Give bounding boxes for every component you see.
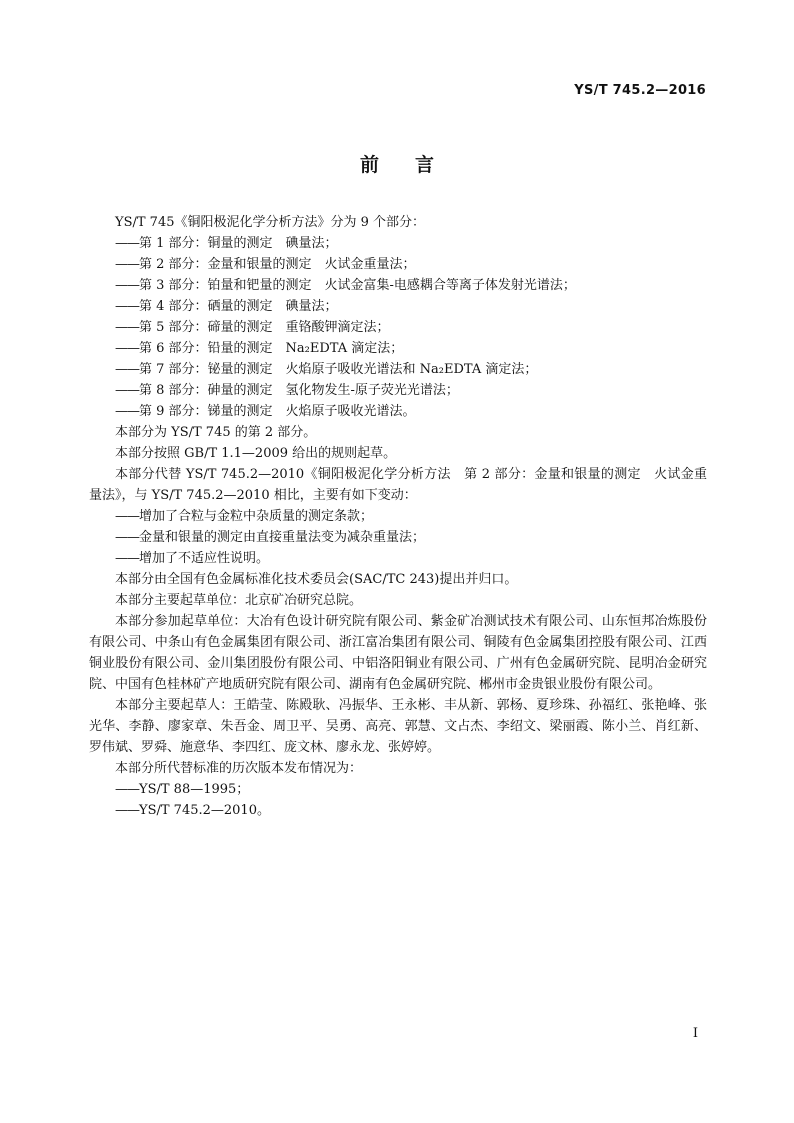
dash-mark: ——: [115, 278, 139, 293]
list-item: [89, 527, 707, 548]
list-item-text: 第 6 部分：铅量的测定 Na₂EDTA 滴定法；: [139, 341, 404, 356]
parts-list: [89, 233, 707, 422]
history-statement: 本部分所代替标准的历次版本发布情况为：: [115, 761, 363, 776]
list-item-text: 第 2 部分：金量和银量的测定 火试金重量法；: [139, 257, 416, 272]
list-item: [89, 359, 707, 380]
drafters-statement: 本部分主要起草人：王皓莹、陈殿耿、冯振华、王永彬、丰从新、郭杨、夏珍珠、孙福红、张艳峰、张光华、李静、廖家章、朱吾金、周卫平、吴勇、高亮、郭慧、文占杰、李绍文、梁丽霞、陈小兰、肖红新、罗伟斌、罗舜、施意华、李四红、庞文林、廖永龙、张婷婷。: [89, 698, 707, 755]
dash-mark: ——: [115, 236, 139, 251]
list-item-text: 第 8 部分：砷量的测定 氢化物发生-原子荧光光谱法；: [139, 383, 459, 398]
dash-mark: ——: [115, 320, 139, 335]
list-item-text: YS/T 745.2—2010。: [139, 803, 270, 818]
list-item-text: 第 5 部分：碲量的测定 重铬酸钾滴定法；: [139, 320, 390, 335]
dash-mark: ——: [115, 530, 139, 545]
list-item-text: 金量和银量的测定由直接重量法变为减杂重量法；: [139, 530, 426, 545]
intro-paragraph: YS/T 745《铜阳极泥化学分析方法》分为 9 个部分：: [115, 215, 426, 230]
drafting-unit-statement: 本部分主要起草单位：北京矿冶研究总院。: [115, 593, 363, 608]
list-item-text: 第 7 部分：铋量的测定 火焰原子吸收光谱法和 Na₂EDTA 滴定法；: [139, 362, 538, 377]
list-item: [89, 779, 707, 800]
list-item: [89, 233, 707, 254]
history-list: [89, 779, 707, 821]
page-number: I: [692, 1026, 698, 1041]
dash-mark: ——: [115, 782, 139, 797]
replacement-statement: 本部分代替 YS/T 745.2—2010《铜阳极泥化学分析方法 第 2 部分：金量和银量的测定 火试金重量法》，与 YS/T 745.2—2010 相比，主要有如下变动：: [89, 467, 707, 503]
list-item-text: 第 1 部分：铜量的测定 碘量法；: [139, 236, 338, 251]
participating-units-statement: 本部分参加起草单位：大冶有色设计研究院有限公司、紫金矿冶测试技术有限公司、山东恒邦冶炼股份有限公司、中条山有色金属集团有限公司、浙江富冶集团有限公司、铜陵有色金属集团控股有限公司、江西铜业股份有限公司、金川集团股份有限公司、中铝洛阳铜业有限公司、广州有色金属研究院、昆明冶金研究院、中国有色桂林矿产地质研究院有限公司、湖南有色金属研究院、郴州市金贵银业股份有限公司。: [89, 614, 707, 692]
list-item: [89, 275, 707, 296]
document-body: [89, 212, 707, 821]
dash-mark: ——: [115, 362, 139, 377]
list-item-text: 第 9 部分：锑量的测定 火焰原子吸收光谱法。: [139, 404, 416, 419]
dash-mark: ——: [115, 404, 139, 419]
dash-mark: ——: [115, 383, 139, 398]
dash-mark: ——: [115, 551, 139, 566]
list-item: [89, 317, 707, 338]
dash-mark: ——: [115, 803, 139, 818]
list-item: [89, 800, 707, 821]
list-item-text: 增加了不适应性说明。: [139, 551, 270, 566]
standard-number: YS/T 745.2—2016: [574, 83, 706, 98]
list-item: [89, 401, 707, 422]
part-statement: 本部分为 YS/T 745 的第 2 部分。: [115, 425, 317, 440]
list-item: [89, 254, 707, 275]
list-item-text: YS/T 88—1995；: [139, 782, 250, 797]
changes-list: [89, 506, 707, 569]
dash-mark: ——: [115, 257, 139, 272]
list-item-text: 第 3 部分：铂量和钯量的测定 火试金富集-电感耦合等离子体发射光谱法；: [139, 278, 576, 293]
list-item: [89, 296, 707, 317]
list-item: [89, 380, 707, 401]
list-item-text: 第 4 部分：硒量的测定 碘量法；: [139, 299, 338, 314]
proposed-by-statement: 本部分由全国有色金属标准化技术委员会(SAC/TC 243)提出并归口。: [115, 572, 518, 587]
dash-mark: ——: [115, 509, 139, 524]
rules-statement: 本部分按照 GB/T 1.1—2009 给出的规则起草。: [115, 446, 397, 461]
page-title: 前言: [359, 154, 470, 176]
list-item: [89, 506, 707, 527]
list-item-text: 增加了合粒与金粒中杂质量的测定条款；: [139, 509, 374, 524]
list-item: [89, 338, 707, 359]
dash-mark: ——: [115, 341, 139, 356]
list-item: [89, 548, 707, 569]
dash-mark: ——: [115, 299, 139, 314]
